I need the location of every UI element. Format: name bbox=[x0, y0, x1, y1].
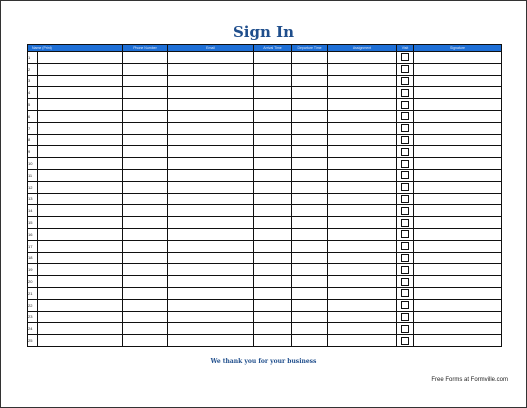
arrival-cell[interactable] bbox=[254, 146, 292, 158]
phone-cell[interactable] bbox=[123, 311, 168, 323]
departure-cell[interactable] bbox=[292, 158, 328, 170]
assignment-cell[interactable] bbox=[328, 158, 397, 170]
table-row bbox=[28, 335, 502, 347]
departure-cell[interactable] bbox=[292, 52, 328, 64]
arrival-cell[interactable] bbox=[254, 276, 292, 288]
email-cell[interactable] bbox=[168, 181, 254, 193]
arrival-cell[interactable] bbox=[254, 169, 292, 181]
table-row bbox=[28, 181, 502, 193]
name-cell[interactable] bbox=[38, 252, 123, 264]
email-cell[interactable] bbox=[168, 287, 254, 299]
visit-checkbox[interactable] bbox=[401, 337, 409, 345]
column-header-departure: Departure Time bbox=[292, 45, 328, 52]
assignment-cell[interactable] bbox=[328, 252, 397, 264]
name-cell[interactable] bbox=[38, 205, 123, 217]
assignment-cell[interactable] bbox=[328, 228, 397, 240]
table-row bbox=[28, 311, 502, 323]
visit-cell bbox=[397, 193, 414, 205]
arrival-cell[interactable] bbox=[254, 311, 292, 323]
table-row bbox=[28, 252, 502, 264]
assignment-cell[interactable] bbox=[328, 217, 397, 229]
signature-cell[interactable] bbox=[414, 75, 502, 87]
email-cell[interactable] bbox=[168, 252, 254, 264]
departure-cell[interactable] bbox=[292, 287, 328, 299]
email-cell[interactable] bbox=[168, 146, 254, 158]
name-cell[interactable] bbox=[38, 52, 123, 64]
name-cell[interactable] bbox=[38, 87, 123, 99]
visit-cell bbox=[397, 146, 414, 158]
assignment-cell[interactable] bbox=[328, 110, 397, 122]
visit-cell bbox=[397, 181, 414, 193]
departure-cell[interactable] bbox=[292, 110, 328, 122]
phone-cell[interactable] bbox=[123, 287, 168, 299]
signature-cell[interactable] bbox=[414, 63, 502, 75]
arrival-cell[interactable] bbox=[254, 205, 292, 217]
assignment-cell[interactable] bbox=[328, 276, 397, 288]
visit-cell bbox=[397, 228, 414, 240]
visit-checkbox[interactable] bbox=[401, 219, 409, 227]
visit-cell bbox=[397, 75, 414, 87]
signature-cell[interactable] bbox=[414, 134, 502, 146]
email-cell[interactable] bbox=[168, 110, 254, 122]
row-number: 13 bbox=[28, 193, 38, 205]
visit-checkbox[interactable] bbox=[401, 183, 409, 191]
name-cell[interactable] bbox=[38, 134, 123, 146]
column-header-email: Email bbox=[168, 45, 254, 52]
name-cell[interactable] bbox=[38, 181, 123, 193]
row-number: 7 bbox=[28, 122, 38, 134]
departure-cell[interactable] bbox=[292, 205, 328, 217]
departure-cell[interactable] bbox=[292, 299, 328, 311]
footer-credit: Free Forms at Formville.com bbox=[431, 377, 508, 383]
signature-cell[interactable] bbox=[414, 311, 502, 323]
table-row bbox=[28, 52, 502, 64]
arrival-cell[interactable] bbox=[254, 63, 292, 75]
table-header-row bbox=[28, 45, 502, 52]
signature-cell[interactable] bbox=[414, 158, 502, 170]
arrival-cell[interactable] bbox=[254, 335, 292, 347]
visit-cell bbox=[397, 169, 414, 181]
table-row bbox=[28, 134, 502, 146]
row-number: 17 bbox=[28, 240, 38, 252]
assignment-cell[interactable] bbox=[328, 323, 397, 335]
arrival-cell[interactable] bbox=[254, 158, 292, 170]
departure-cell[interactable] bbox=[292, 122, 328, 134]
departure-cell[interactable] bbox=[292, 134, 328, 146]
signature-cell[interactable] bbox=[414, 299, 502, 311]
arrival-cell[interactable] bbox=[254, 87, 292, 99]
departure-cell[interactable] bbox=[292, 63, 328, 75]
departure-cell[interactable] bbox=[292, 228, 328, 240]
name-cell[interactable] bbox=[38, 299, 123, 311]
name-cell[interactable] bbox=[38, 99, 123, 111]
signature-cell[interactable] bbox=[414, 287, 502, 299]
row-number: 9 bbox=[28, 146, 38, 158]
row-number: 3 bbox=[28, 75, 38, 87]
email-cell[interactable] bbox=[168, 122, 254, 134]
email-cell[interactable] bbox=[168, 264, 254, 276]
arrival-cell[interactable] bbox=[254, 193, 292, 205]
table-row bbox=[28, 287, 502, 299]
table-row bbox=[28, 63, 502, 75]
name-cell[interactable] bbox=[38, 122, 123, 134]
signature-cell[interactable] bbox=[414, 217, 502, 229]
thank-you-note: We thank you for your business bbox=[210, 358, 317, 365]
assignment-cell[interactable] bbox=[328, 264, 397, 276]
name-cell[interactable] bbox=[38, 217, 123, 229]
email-cell[interactable] bbox=[168, 323, 254, 335]
phone-cell[interactable] bbox=[123, 110, 168, 122]
signature-cell[interactable] bbox=[414, 264, 502, 276]
phone-cell[interactable] bbox=[123, 228, 168, 240]
table-row bbox=[28, 169, 502, 181]
table-row bbox=[28, 228, 502, 240]
departure-cell[interactable] bbox=[292, 240, 328, 252]
arrival-cell[interactable] bbox=[254, 134, 292, 146]
row-number: 15 bbox=[28, 217, 38, 229]
email-cell[interactable] bbox=[168, 134, 254, 146]
assignment-cell[interactable] bbox=[328, 134, 397, 146]
column-header-signature: Signature bbox=[414, 45, 502, 52]
departure-cell[interactable] bbox=[292, 276, 328, 288]
row-number: 2 bbox=[28, 63, 38, 75]
departure-cell[interactable] bbox=[292, 75, 328, 87]
row-number: 25 bbox=[28, 335, 38, 347]
visit-checkbox[interactable] bbox=[401, 254, 409, 262]
visit-cell bbox=[397, 252, 414, 264]
arrival-cell[interactable] bbox=[254, 264, 292, 276]
visit-checkbox[interactable] bbox=[401, 171, 409, 179]
phone-cell[interactable] bbox=[123, 134, 168, 146]
phone-cell[interactable] bbox=[123, 205, 168, 217]
row-number: 11 bbox=[28, 169, 38, 181]
departure-cell[interactable] bbox=[292, 264, 328, 276]
signature-cell[interactable] bbox=[414, 99, 502, 111]
visit-cell bbox=[397, 99, 414, 111]
row-number: 20 bbox=[28, 276, 38, 288]
signature-cell[interactable] bbox=[414, 52, 502, 64]
table-row bbox=[28, 240, 502, 252]
row-number: 21 bbox=[28, 287, 38, 299]
name-cell[interactable] bbox=[38, 287, 123, 299]
visit-cell bbox=[397, 52, 414, 64]
assignment-cell[interactable] bbox=[328, 87, 397, 99]
phone-cell[interactable] bbox=[123, 158, 168, 170]
signature-cell[interactable] bbox=[414, 228, 502, 240]
email-cell[interactable] bbox=[168, 240, 254, 252]
visit-checkbox[interactable] bbox=[401, 195, 409, 203]
table-row bbox=[28, 193, 502, 205]
column-header-visit: Visit bbox=[397, 45, 414, 52]
row-number: 16 bbox=[28, 228, 38, 240]
assignment-cell[interactable] bbox=[328, 122, 397, 134]
arrival-cell[interactable] bbox=[254, 287, 292, 299]
signature-cell[interactable] bbox=[414, 205, 502, 217]
name-cell[interactable] bbox=[38, 146, 123, 158]
name-cell[interactable] bbox=[38, 158, 123, 170]
row-number: 14 bbox=[28, 205, 38, 217]
row-number: 4 bbox=[28, 87, 38, 99]
row-number: 8 bbox=[28, 134, 38, 146]
phone-cell[interactable] bbox=[123, 75, 168, 87]
arrival-cell[interactable] bbox=[254, 52, 292, 64]
arrival-cell[interactable] bbox=[254, 228, 292, 240]
assignment-cell[interactable] bbox=[328, 205, 397, 217]
email-cell[interactable] bbox=[168, 87, 254, 99]
table-row bbox=[28, 264, 502, 276]
name-cell[interactable] bbox=[38, 63, 123, 75]
table-row bbox=[28, 122, 502, 134]
visit-checkbox[interactable] bbox=[401, 124, 409, 132]
name-cell[interactable] bbox=[38, 335, 123, 347]
phone-cell[interactable] bbox=[123, 52, 168, 64]
visit-cell bbox=[397, 217, 414, 229]
signature-cell[interactable] bbox=[414, 276, 502, 288]
visit-cell bbox=[397, 323, 414, 335]
assignment-cell[interactable] bbox=[328, 181, 397, 193]
arrival-cell[interactable] bbox=[254, 217, 292, 229]
name-cell[interactable] bbox=[38, 264, 123, 276]
visit-checkbox[interactable] bbox=[401, 242, 409, 250]
email-cell[interactable] bbox=[168, 75, 254, 87]
visit-checkbox[interactable] bbox=[401, 278, 409, 286]
signature-cell[interactable] bbox=[414, 146, 502, 158]
visit-checkbox[interactable] bbox=[401, 266, 409, 274]
phone-cell[interactable] bbox=[123, 193, 168, 205]
name-cell[interactable] bbox=[38, 323, 123, 335]
visit-checkbox[interactable] bbox=[401, 301, 409, 309]
visit-checkbox[interactable] bbox=[401, 148, 409, 156]
phone-cell[interactable] bbox=[123, 323, 168, 335]
signature-cell[interactable] bbox=[414, 323, 502, 335]
signature-cell[interactable] bbox=[414, 122, 502, 134]
arrival-cell[interactable] bbox=[254, 323, 292, 335]
visit-checkbox[interactable] bbox=[401, 89, 409, 97]
row-number: 18 bbox=[28, 252, 38, 264]
visit-checkbox[interactable] bbox=[401, 136, 409, 144]
table-row bbox=[28, 99, 502, 111]
arrival-cell[interactable] bbox=[254, 240, 292, 252]
assignment-cell[interactable] bbox=[328, 146, 397, 158]
departure-cell[interactable] bbox=[292, 87, 328, 99]
departure-cell[interactable] bbox=[292, 323, 328, 335]
visit-cell bbox=[397, 134, 414, 146]
phone-cell[interactable] bbox=[123, 276, 168, 288]
row-number: 10 bbox=[28, 158, 38, 170]
phone-cell[interactable] bbox=[123, 264, 168, 276]
phone-cell[interactable] bbox=[123, 299, 168, 311]
departure-cell[interactable] bbox=[292, 146, 328, 158]
signature-cell[interactable] bbox=[414, 110, 502, 122]
visit-checkbox[interactable] bbox=[401, 325, 409, 333]
phone-cell[interactable] bbox=[123, 122, 168, 134]
table-row bbox=[28, 158, 502, 170]
visit-checkbox[interactable] bbox=[401, 207, 409, 215]
arrival-cell[interactable] bbox=[254, 110, 292, 122]
arrival-cell[interactable] bbox=[254, 122, 292, 134]
row-number: 24 bbox=[28, 323, 38, 335]
name-cell[interactable] bbox=[38, 193, 123, 205]
arrival-cell[interactable] bbox=[254, 99, 292, 111]
departure-cell[interactable] bbox=[292, 252, 328, 264]
row-number: 12 bbox=[28, 181, 38, 193]
name-cell[interactable] bbox=[38, 75, 123, 87]
name-cell[interactable] bbox=[38, 311, 123, 323]
visit-checkbox[interactable] bbox=[401, 53, 409, 61]
visit-cell bbox=[397, 205, 414, 217]
column-header-arrival: Arrival Time bbox=[254, 45, 292, 52]
email-cell[interactable] bbox=[168, 228, 254, 240]
phone-cell[interactable] bbox=[123, 87, 168, 99]
name-cell[interactable] bbox=[38, 240, 123, 252]
assignment-cell[interactable] bbox=[328, 99, 397, 111]
visit-cell bbox=[397, 311, 414, 323]
row-number: 19 bbox=[28, 264, 38, 276]
arrival-cell[interactable] bbox=[254, 252, 292, 264]
row-number: 23 bbox=[28, 311, 38, 323]
visit-cell bbox=[397, 264, 414, 276]
table-row bbox=[28, 217, 502, 229]
phone-cell[interactable] bbox=[123, 63, 168, 75]
email-cell[interactable] bbox=[168, 99, 254, 111]
name-cell[interactable] bbox=[38, 228, 123, 240]
email-cell[interactable] bbox=[168, 193, 254, 205]
assignment-cell[interactable] bbox=[328, 311, 397, 323]
signature-cell[interactable] bbox=[414, 181, 502, 193]
email-cell[interactable] bbox=[168, 217, 254, 229]
assignment-cell[interactable] bbox=[328, 63, 397, 75]
visit-checkbox[interactable] bbox=[401, 313, 409, 321]
column-header-name: Name (Print) bbox=[28, 45, 123, 52]
table-row bbox=[28, 75, 502, 87]
assignment-cell[interactable] bbox=[328, 299, 397, 311]
signature-cell[interactable] bbox=[414, 193, 502, 205]
table-row bbox=[28, 110, 502, 122]
signature-cell[interactable] bbox=[414, 169, 502, 181]
departure-cell[interactable] bbox=[292, 181, 328, 193]
visit-checkbox[interactable] bbox=[401, 101, 409, 109]
phone-cell[interactable] bbox=[123, 252, 168, 264]
departure-cell[interactable] bbox=[292, 217, 328, 229]
signature-cell[interactable] bbox=[414, 240, 502, 252]
phone-cell[interactable] bbox=[123, 169, 168, 181]
arrival-cell[interactable] bbox=[254, 75, 292, 87]
table-row bbox=[28, 276, 502, 288]
email-cell[interactable] bbox=[168, 205, 254, 217]
departure-cell[interactable] bbox=[292, 169, 328, 181]
table-row bbox=[28, 146, 502, 158]
column-header-assignment: Assignment bbox=[328, 45, 397, 52]
departure-cell[interactable] bbox=[292, 99, 328, 111]
visit-cell bbox=[397, 276, 414, 288]
visit-cell bbox=[397, 63, 414, 75]
assignment-cell[interactable] bbox=[328, 75, 397, 87]
signature-cell[interactable] bbox=[414, 87, 502, 99]
sign-in-table bbox=[27, 44, 502, 347]
phone-cell[interactable] bbox=[123, 335, 168, 347]
table-row bbox=[28, 299, 502, 311]
phone-cell[interactable] bbox=[123, 240, 168, 252]
visit-cell bbox=[397, 87, 414, 99]
visit-checkbox[interactable] bbox=[401, 112, 409, 120]
visit-cell bbox=[397, 240, 414, 252]
assignment-cell[interactable] bbox=[328, 240, 397, 252]
row-number: 1 bbox=[28, 52, 38, 64]
name-cell[interactable] bbox=[38, 276, 123, 288]
phone-cell[interactable] bbox=[123, 99, 168, 111]
email-cell[interactable] bbox=[168, 158, 254, 170]
email-cell[interactable] bbox=[168, 311, 254, 323]
name-cell[interactable] bbox=[38, 110, 123, 122]
phone-cell[interactable] bbox=[123, 146, 168, 158]
visit-cell bbox=[397, 110, 414, 122]
visit-checkbox[interactable] bbox=[401, 289, 409, 297]
assignment-cell[interactable] bbox=[328, 335, 397, 347]
email-cell[interactable] bbox=[168, 276, 254, 288]
page-title: Sign In bbox=[232, 23, 295, 41]
arrival-cell[interactable] bbox=[254, 181, 292, 193]
visit-cell bbox=[397, 299, 414, 311]
arrival-cell[interactable] bbox=[254, 299, 292, 311]
row-number: 22 bbox=[28, 299, 38, 311]
assignment-cell[interactable] bbox=[328, 287, 397, 299]
assignment-cell[interactable] bbox=[328, 193, 397, 205]
assignment-cell[interactable] bbox=[328, 169, 397, 181]
assignment-cell[interactable] bbox=[328, 52, 397, 64]
phone-cell[interactable] bbox=[123, 217, 168, 229]
table-row bbox=[28, 205, 502, 217]
email-cell[interactable] bbox=[168, 299, 254, 311]
visit-checkbox[interactable] bbox=[401, 65, 409, 73]
visit-checkbox[interactable] bbox=[401, 77, 409, 85]
column-header-phone: Phone Number bbox=[123, 45, 168, 52]
row-number: 6 bbox=[28, 110, 38, 122]
email-cell[interactable] bbox=[168, 169, 254, 181]
email-cell[interactable] bbox=[168, 335, 254, 347]
signature-cell[interactable] bbox=[414, 335, 502, 347]
departure-cell[interactable] bbox=[292, 193, 328, 205]
name-cell[interactable] bbox=[38, 169, 123, 181]
email-cell[interactable] bbox=[168, 63, 254, 75]
visit-cell bbox=[397, 335, 414, 347]
visit-cell bbox=[397, 287, 414, 299]
visit-checkbox[interactable] bbox=[401, 230, 409, 238]
row-number: 5 bbox=[28, 99, 38, 111]
table-row bbox=[28, 87, 502, 99]
email-cell[interactable] bbox=[168, 52, 254, 64]
departure-cell[interactable] bbox=[292, 311, 328, 323]
phone-cell[interactable] bbox=[123, 181, 168, 193]
visit-checkbox[interactable] bbox=[401, 160, 409, 168]
departure-cell[interactable] bbox=[292, 335, 328, 347]
visit-cell bbox=[397, 122, 414, 134]
visit-cell bbox=[397, 158, 414, 170]
signature-cell[interactable] bbox=[414, 252, 502, 264]
table-row bbox=[28, 323, 502, 335]
